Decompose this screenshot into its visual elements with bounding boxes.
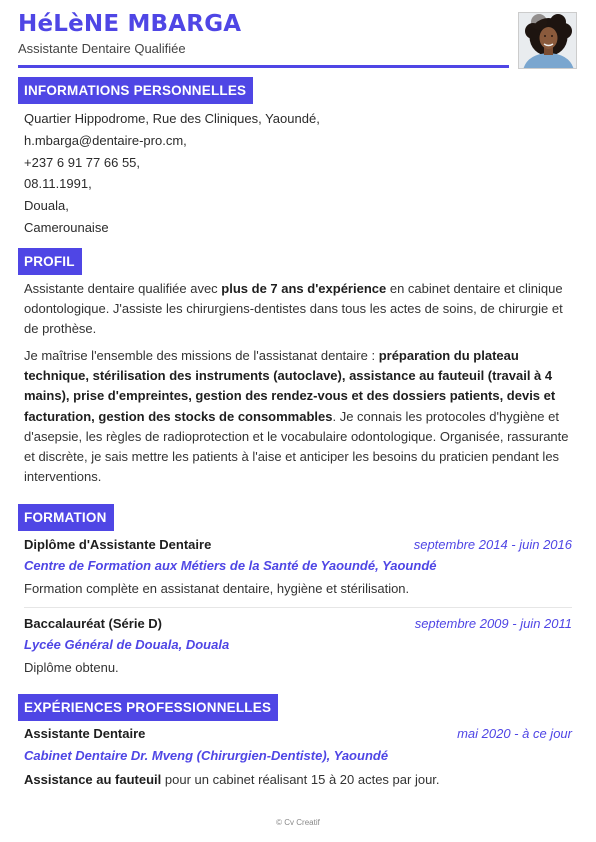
- candidate-name: HéLèNE MBARGA: [18, 11, 242, 37]
- profile-paragraph-2: [24, 346, 574, 487]
- education-2-title: Baccalauréat (Série D): [24, 616, 163, 631]
- info-birthplace: Douala,: [24, 198, 69, 214]
- profile-p2-text-c: . Je connais les protocoles d'hygiène et d'asepsie, les règles de radioprotection et le vocabulaire odontologique. Organisée, rassurante et discrète, je sais mettre les patients à l'aise et anticiper les besoins du praticien pendant les interventions.: [24, 408, 569, 485]
- profile-p2-highlight: préparation du plateau technique, stérilisation des instruments (autoclave), assistance au fauteuil (travail à 4 mains), prise d'empreintes, gestion des rendez-vous et des dossiers patients, devis et facturation, gestion des stocks de consommables: [24, 348, 556, 424]
- portrait-image: [519, 13, 577, 69]
- job-title: Assistante Dentaire Qualifiée: [18, 41, 186, 56]
- experience-1-company: Cabinet Dentaire Dr. Mveng (Chirurgien-Dentiste), Yaoundé: [24, 748, 389, 763]
- info-email: h.mbarga@dentaire-pro.cm,: [24, 132, 187, 148]
- education-2-date: septembre 2009 - juin 2011: [414, 616, 572, 631]
- experience-1-desc-bold: Assistance au fauteuil: [24, 772, 162, 787]
- section-title-personal: INFORMATIONS PERSONNELLES: [18, 77, 253, 104]
- profile-p1-highlight: plus de 7 ans d'expérience: [221, 281, 387, 296]
- experience-1-desc-rest: pour un cabinet réalisant 15 à 20 actes par jour.: [161, 772, 440, 787]
- footer-credit: © Cv Creatif: [276, 818, 320, 827]
- resume-header: [18, 10, 508, 56]
- education-2-description: Diplôme obtenu.: [24, 660, 119, 675]
- profile-paragraph-1: [24, 279, 574, 340]
- experience-1-title: Assistante Dentaire: [24, 726, 146, 741]
- education-1-description: Formation complète en assistanat dentaire, hygiène et stérilisation.: [24, 581, 410, 596]
- section-title-education: FORMATION: [18, 504, 114, 531]
- info-address: Quartier Hippodrome, Rue des Cliniques, Yaoundé,: [24, 111, 320, 126]
- experience-entry-1-header: [24, 726, 572, 746]
- education-entry-1-header: [24, 537, 572, 557]
- education-1-date: septembre 2014 - juin 2016: [413, 537, 572, 552]
- education-entry-2-header: [24, 616, 572, 636]
- education-1-school: Centre de Formation aux Métiers de la Santé de Yaoundé, Yaoundé: [24, 558, 437, 573]
- info-phone: +237 6 91 77 66 55,: [24, 154, 141, 170]
- education-1-title: Diplôme d'Assistante Dentaire: [24, 537, 212, 552]
- info-birthdate: 08.11.1991,: [24, 176, 92, 192]
- header-divider: [18, 65, 509, 68]
- profile-photo: [518, 12, 577, 69]
- education-divider: [24, 607, 572, 608]
- experience-1-date: mai 2020 - à ce jour: [457, 726, 572, 741]
- education-2-school: Lycée Général de Douala, Douala: [24, 637, 230, 652]
- section-title-profile: PROFIL: [18, 248, 82, 275]
- section-title-experience: EXPÉRIENCES PROFESSIONNELLES: [18, 694, 278, 721]
- personal-info: [24, 108, 320, 239]
- profile-p2-text-a: Je maîtrise l'ensemble des missions de l'assistanat dentaire :: [24, 348, 379, 363]
- profile-p1-text-c: en cabinet dentaire et clinique odontologique. J'assiste les chirurgiens-dentistes dans tous les actes de soins, de chirurgie et de prothèse.: [24, 281, 563, 337]
- experience-1-description: [24, 772, 440, 787]
- info-nationality: Camerounaise: [24, 219, 109, 235]
- profile-p1-text-a: Assistante dentaire qualifiée avec: [24, 281, 222, 296]
